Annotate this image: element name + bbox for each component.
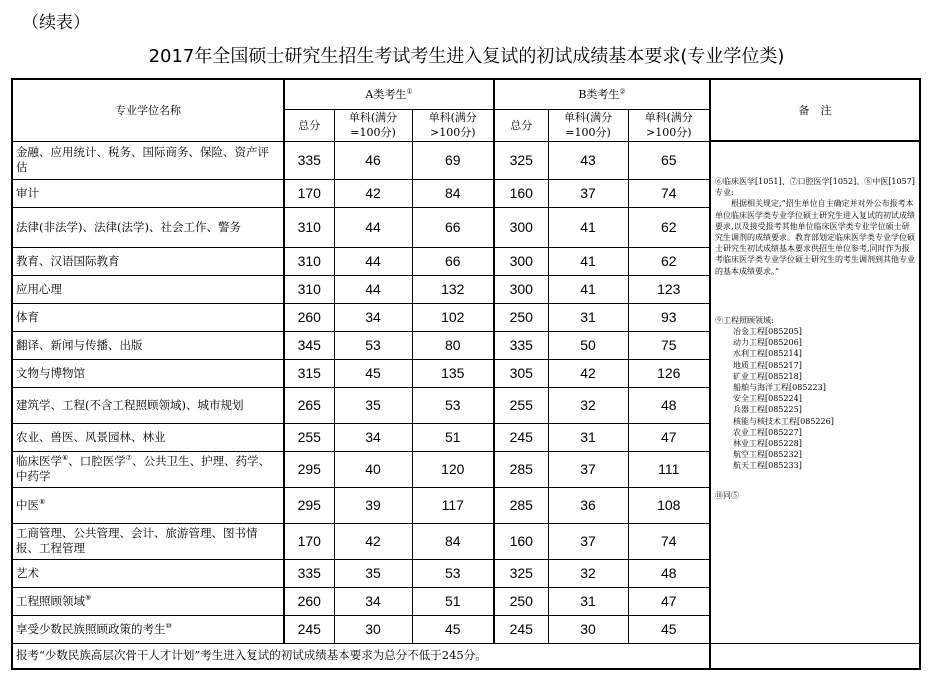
score-a-s1: 35 <box>334 387 412 423</box>
score-b-total: 160 <box>494 179 548 207</box>
score-b-s2: 62 <box>628 247 710 275</box>
score-a-s1: 53 <box>334 331 412 359</box>
score-a-total: 260 <box>284 587 334 615</box>
score-a-s1: 40 <box>334 451 412 487</box>
score-b-total: 250 <box>494 587 548 615</box>
score-b-s2: 48 <box>628 387 710 423</box>
note-engineering-list <box>711 326 919 472</box>
row-name: 翻译、新闻与传播、出版 <box>12 331 284 359</box>
engineering-field-item: 航空工程[085232] <box>733 450 802 460</box>
header-notes-col: 备 注 <box>710 79 920 141</box>
engineering-field-item: 水利工程[085214] <box>733 349 802 359</box>
engineering-field-item: 兵器工程[085225] <box>733 405 802 415</box>
header-a-single100: 单科(满分=100分) <box>334 109 412 141</box>
engineering-field-item: 冶金工程[085205] <box>733 327 802 337</box>
row-name: 工商管理、公共管理、会计、旅游管理、图书情报、工程管理 <box>12 523 284 559</box>
row-name: 教育、汉语国际教育 <box>12 247 284 275</box>
score-b-s2: 75 <box>628 331 710 359</box>
continued-label: （续表） <box>22 13 90 33</box>
score-b-total: 300 <box>494 207 548 247</box>
score-a-s2: 45 <box>412 615 494 643</box>
notes-cell <box>710 141 920 643</box>
score-a-total: 335 <box>284 559 334 587</box>
engineering-field-item: 安全工程[085224] <box>733 394 802 404</box>
score-b-s1: 31 <box>548 303 628 331</box>
score-a-s2: 132 <box>412 275 494 303</box>
header-group-a: A类考生① <box>284 79 494 109</box>
score-b-s1: 36 <box>548 487 628 523</box>
score-a-s1: 46 <box>334 141 412 179</box>
score-b-total: 335 <box>494 331 548 359</box>
score-a-s2: 84 <box>412 179 494 207</box>
score-b-s2: 47 <box>628 423 710 451</box>
score-b-total: 245 <box>494 615 548 643</box>
row-name: 审计 <box>12 179 284 207</box>
score-b-s1: 37 <box>548 451 628 487</box>
header-name-col: 专业学位名称 <box>12 79 284 141</box>
score-a-s1: 34 <box>334 423 412 451</box>
score-a-s1: 34 <box>334 303 412 331</box>
score-b-s1: 41 <box>548 275 628 303</box>
row-name: 中医⑧ <box>12 487 284 523</box>
score-b-total: 300 <box>494 247 548 275</box>
header-group-b: B类考生② <box>494 79 710 109</box>
row-name: 法律(非法学)、法律(法学)、社会工作、警务 <box>12 207 284 247</box>
score-b-s2: 74 <box>628 179 710 207</box>
score-b-s2: 45 <box>628 615 710 643</box>
score-b-total: 250 <box>494 303 548 331</box>
note-engineering-title: ⑨工程照顾领域: <box>715 315 774 325</box>
score-b-s1: 30 <box>548 615 628 643</box>
score-a-s1: 34 <box>334 587 412 615</box>
footer-note: 报考“少数民族高层次骨干人才计划”考生进入复试的初试成绩基本要求为总分不低于245分。 <box>12 643 710 669</box>
score-a-total: 310 <box>284 207 334 247</box>
engineering-field-item: 林业工程[085228] <box>733 439 802 449</box>
score-a-s2: 53 <box>412 559 494 587</box>
score-b-s2: 65 <box>628 141 710 179</box>
score-a-s1: 45 <box>334 359 412 387</box>
score-a-s2: 84 <box>412 523 494 559</box>
row-name: 临床医学⑥、口腔医学⑦、公共卫生、护理、药学、中药学 <box>12 451 284 487</box>
row-name: 应用心理 <box>12 275 284 303</box>
score-b-total: 245 <box>494 423 548 451</box>
row-name: 工程照顾领域⑨ <box>12 587 284 615</box>
score-b-s2: 126 <box>628 359 710 387</box>
note-medical: ⑥临床医学[1051]、⑦口腔医学[1052]、⑧中医[1057]专业: 根据相关规定,“招生单位自主确定并对外公布报考本单位临床医学类专业学位硕士研究生进入复试的初试成绩要求,以及接受报考其他单位临床医学类专业学位硕士研究生调剂的成绩要求。教育部划定临床医学类专业学位硕士研究生初试成绩基本要求供招生单位参考,同时作为报考临床医学类专业学位硕士研究生的考生调剂到其他专业的基本成绩要求。” <box>715 177 916 276</box>
engineering-field-item: 航天工程[085233] <box>733 461 802 471</box>
engineering-field-item: 船舶与海洋工程[085223] <box>733 383 826 393</box>
header-b-total: 总分 <box>494 109 548 141</box>
score-a-s2: 117 <box>412 487 494 523</box>
score-a-s2: 80 <box>412 331 494 359</box>
score-b-total: 325 <box>494 141 548 179</box>
score-a-s1: 44 <box>334 275 412 303</box>
score-a-s1: 42 <box>334 523 412 559</box>
score-a-total: 295 <box>284 487 334 523</box>
engineering-field-item: 地质工程[085217] <box>733 360 802 370</box>
score-a-s2: 69 <box>412 141 494 179</box>
score-a-s2: 66 <box>412 247 494 275</box>
engineering-field-item: 农业工程[085227] <box>733 427 802 437</box>
score-b-total: 305 <box>494 359 548 387</box>
score-b-total: 285 <box>494 487 548 523</box>
row-name: 农业、兽医、风景园林、林业 <box>12 423 284 451</box>
score-b-s1: 37 <box>548 523 628 559</box>
score-a-s1: 39 <box>334 487 412 523</box>
engineering-field-item: 矿业工程[085218] <box>733 371 802 381</box>
score-a-s2: 66 <box>412 207 494 247</box>
page-title: 2017年全国硕士研究生招生考试考生进入复试的初试成绩基本要求(专业学位类) <box>148 46 785 67</box>
score-table <box>11 78 921 670</box>
engineering-field-item: 核能与核技术工程[085226] <box>733 416 834 426</box>
row-name: 享受少数民族照顾政策的考生⑩ <box>12 615 284 643</box>
score-b-total: 255 <box>494 387 548 423</box>
table-row <box>12 141 920 179</box>
score-b-s2: 48 <box>628 559 710 587</box>
score-b-total: 160 <box>494 523 548 559</box>
score-a-total: 310 <box>284 275 334 303</box>
score-b-s2: 108 <box>628 487 710 523</box>
score-b-s1: 41 <box>548 247 628 275</box>
score-b-s1: 41 <box>548 207 628 247</box>
row-name: 体育 <box>12 303 284 331</box>
score-a-s2: 102 <box>412 303 494 331</box>
score-b-s2: 47 <box>628 587 710 615</box>
score-a-s2: 53 <box>412 387 494 423</box>
score-a-total: 260 <box>284 303 334 331</box>
score-b-s2: 62 <box>628 207 710 247</box>
score-b-s1: 43 <box>548 141 628 179</box>
score-a-s1: 30 <box>334 615 412 643</box>
header-a-single-over100: 单科(满分>100分) <box>412 109 494 141</box>
score-a-s1: 35 <box>334 559 412 587</box>
note-same: ⑩同⑤ <box>715 490 740 500</box>
score-b-s1: 31 <box>548 587 628 615</box>
score-b-s1: 50 <box>548 331 628 359</box>
score-b-s2: 111 <box>628 451 710 487</box>
score-b-s2: 123 <box>628 275 710 303</box>
score-a-s1: 44 <box>334 247 412 275</box>
score-b-s1: 32 <box>548 387 628 423</box>
score-a-s2: 51 <box>412 587 494 615</box>
score-a-s1: 42 <box>334 179 412 207</box>
score-a-total: 245 <box>284 615 334 643</box>
score-a-s2: 135 <box>412 359 494 387</box>
score-a-s2: 51 <box>412 423 494 451</box>
score-a-total: 170 <box>284 523 334 559</box>
footer-notes-blank <box>710 643 920 669</box>
engineering-field-item: 动力工程[085206] <box>733 338 802 348</box>
score-a-s2: 120 <box>412 451 494 487</box>
score-b-total: 325 <box>494 559 548 587</box>
score-b-s2: 93 <box>628 303 710 331</box>
score-b-total: 300 <box>494 275 548 303</box>
score-a-total: 345 <box>284 331 334 359</box>
score-a-total: 255 <box>284 423 334 451</box>
score-a-total: 170 <box>284 179 334 207</box>
score-b-total: 285 <box>494 451 548 487</box>
row-name: 文物与博物馆 <box>12 359 284 387</box>
score-b-s2: 74 <box>628 523 710 559</box>
header-a-total: 总分 <box>284 109 334 141</box>
header-b-single-over100: 单科(满分>100分) <box>628 109 710 141</box>
score-b-s1: 31 <box>548 423 628 451</box>
score-a-s1: 44 <box>334 207 412 247</box>
row-name: 金融、应用统计、税务、国际商务、保险、资产评估 <box>12 141 284 179</box>
score-a-total: 335 <box>284 141 334 179</box>
header-b-single100: 单科(满分=100分) <box>548 109 628 141</box>
score-a-total: 295 <box>284 451 334 487</box>
score-b-s1: 37 <box>548 179 628 207</box>
row-name: 艺术 <box>12 559 284 587</box>
row-name: 建筑学、工程(不含工程照顾领域)、城市规划 <box>12 387 284 423</box>
score-b-s1: 42 <box>548 359 628 387</box>
score-a-total: 315 <box>284 359 334 387</box>
score-b-s1: 32 <box>548 559 628 587</box>
score-a-total: 310 <box>284 247 334 275</box>
score-a-total: 265 <box>284 387 334 423</box>
